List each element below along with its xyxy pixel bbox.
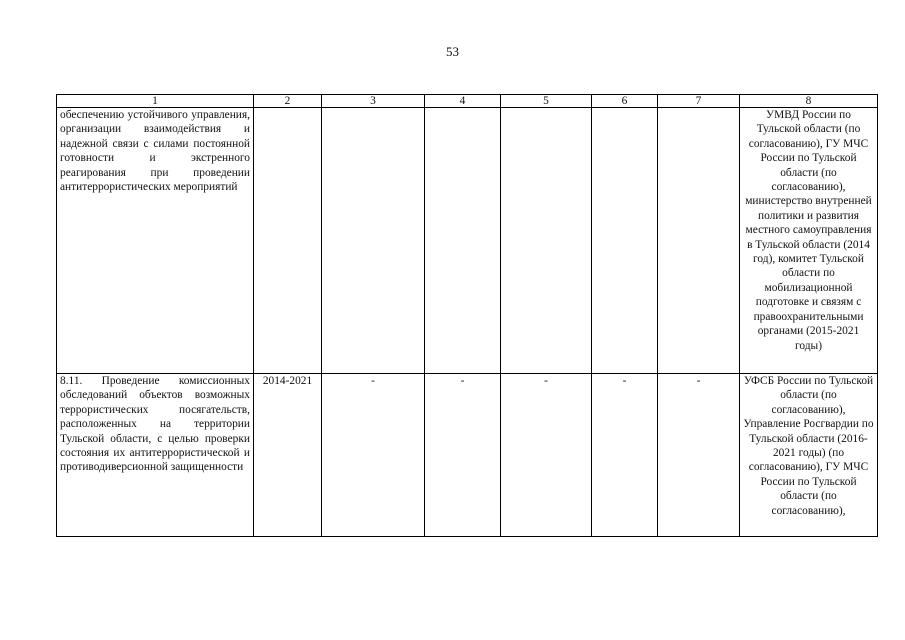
header-cell-7: 7	[658, 95, 740, 108]
header-cell-4: 4	[425, 95, 501, 108]
page-number: 53	[446, 44, 459, 59]
period-cell: 2014-2021	[254, 374, 322, 537]
value-cell: -	[658, 374, 740, 537]
value-cell: -	[592, 374, 658, 537]
value-cell: -	[322, 374, 425, 537]
header-row	[57, 95, 878, 108]
value-cell	[322, 108, 425, 374]
activity-cell: обеспечению устойчивого управления, организации взаимодействия и надежной связи с силами постоянной готовности и экстренного реагирования при проведении антитеррористических мероприятий	[57, 108, 254, 374]
table-row	[57, 108, 878, 374]
document-table	[56, 94, 878, 537]
header-cell-2: 2	[254, 95, 322, 108]
value-cell	[658, 108, 740, 374]
value-cell: -	[501, 374, 592, 537]
value-cell	[425, 108, 501, 374]
header-cell-6: 6	[592, 95, 658, 108]
period-cell	[254, 108, 322, 374]
responsible-cell: УФСБ России по Тульской области (по согласованию), Управление Росгвардии по Тульской области (2016-2021 годы) (по согласованию), ГУ МЧС России по Тульской области (по согласованию),	[740, 374, 878, 537]
header-cell-3: 3	[322, 95, 425, 108]
value-cell: -	[425, 374, 501, 537]
header-cell-8: 8	[740, 95, 878, 108]
responsible-cell: УМВД России по Тульской области (по согласованию), ГУ МЧС России по Тульской области (по согласованию), министерство внутренней политики и развития местного самоуправления в Тульской области (2014 год), комитет Тульской области по мобилизационной подготовке и связям с правоохранительными органами (2015-2021 годы)	[740, 108, 878, 374]
value-cell	[501, 108, 592, 374]
table-row	[57, 374, 878, 537]
header-cell-5: 5	[501, 95, 592, 108]
activity-cell: 8.11. Проведение комиссионных обследований объектов возможных террористических посягательств, расположенных на территории Тульской области, с целью проверки состояния их антитеррористической и противодиверсионной защищенности	[57, 374, 254, 537]
header-cell-1: 1	[57, 95, 254, 108]
value-cell	[592, 108, 658, 374]
